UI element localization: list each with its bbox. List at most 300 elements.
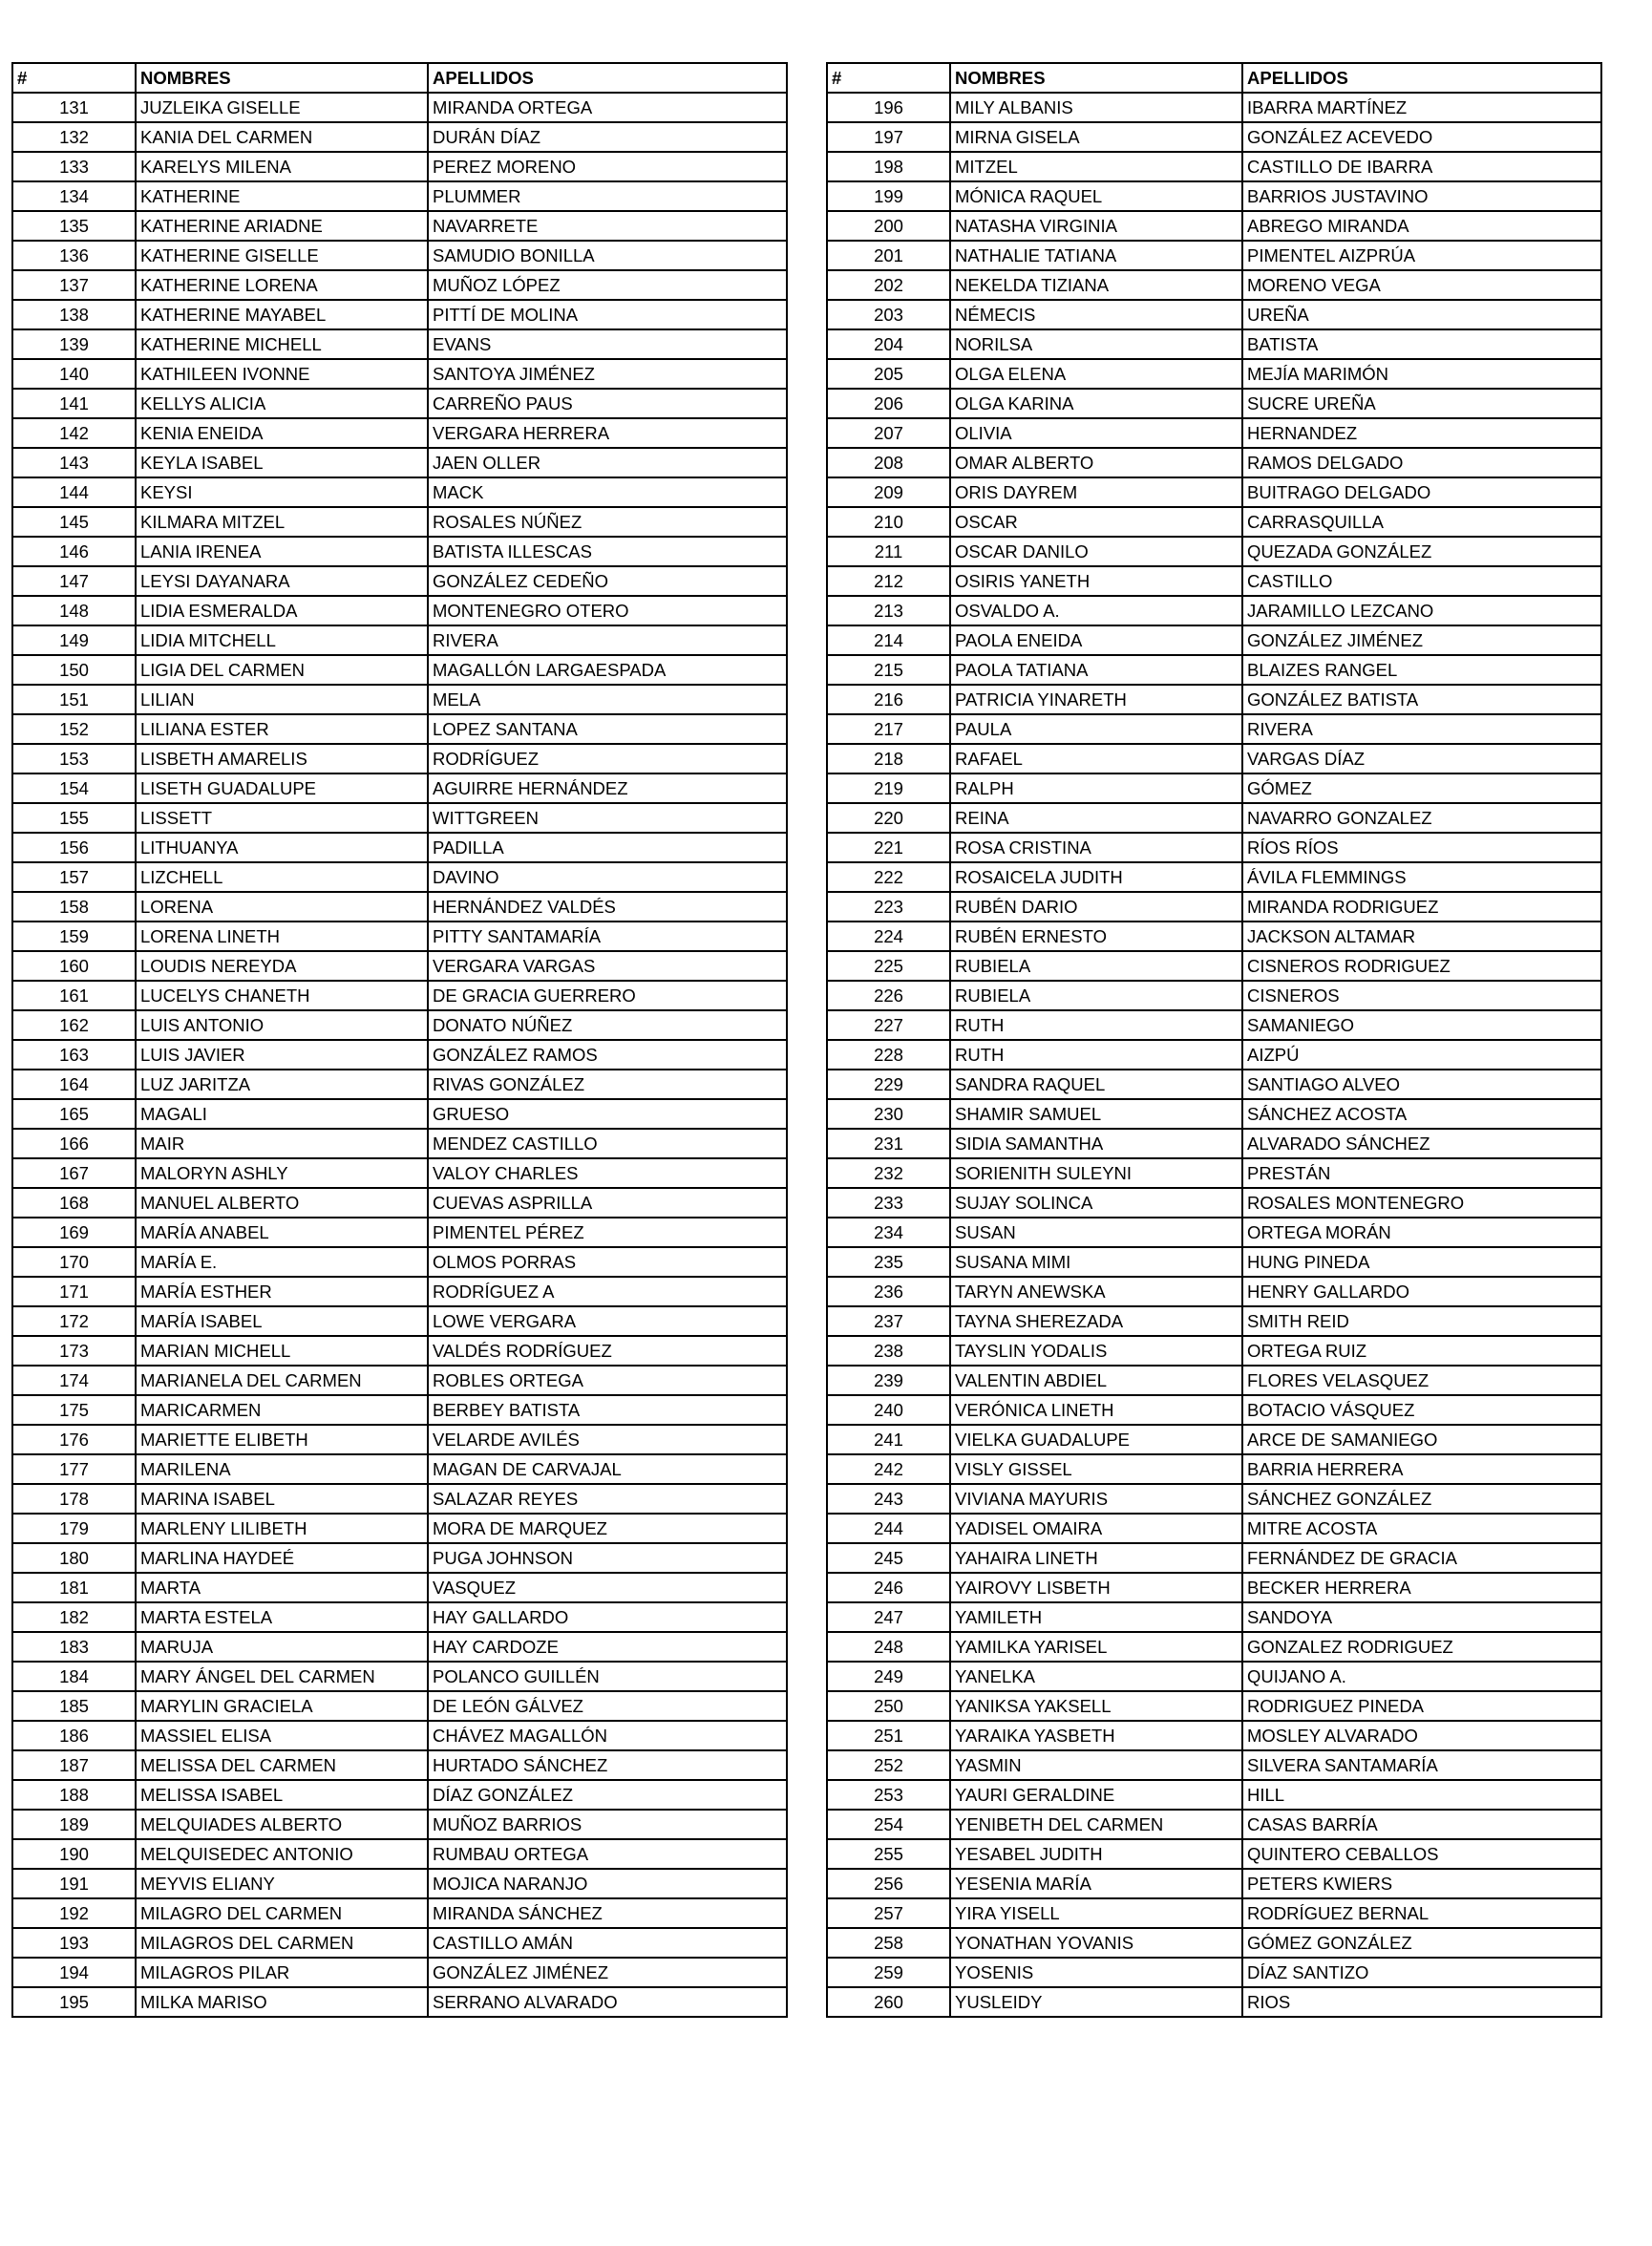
row-number: 165 [12, 1099, 136, 1129]
row-apellidos: HERNÁNDEZ VALDÉS [428, 892, 787, 922]
row-nombres: YAMILKA YARISEL [950, 1632, 1242, 1662]
row-number: 162 [12, 1010, 136, 1040]
table-header-row [827, 63, 1601, 93]
row-nombres: KATHERINE MICHELL [136, 329, 428, 359]
table-row [827, 477, 1601, 507]
row-apellidos: RIVERA [428, 625, 787, 655]
row-nombres: LISETH GUADALUPE [136, 773, 428, 803]
row-number: 151 [12, 685, 136, 714]
table-row [827, 566, 1601, 596]
table-row [12, 1662, 787, 1691]
row-number: 187 [12, 1750, 136, 1780]
row-apellidos: VASQUEZ [428, 1573, 787, 1602]
row-apellidos: NAVARRETE [428, 211, 787, 241]
row-apellidos: ORTEGA MORÁN [1242, 1218, 1601, 1247]
row-number: 150 [12, 655, 136, 685]
row-apellidos: CUEVAS ASPRILLA [428, 1188, 787, 1218]
row-number: 167 [12, 1158, 136, 1188]
row-nombres: MILY ALBANIS [950, 93, 1242, 122]
table-row [12, 566, 787, 596]
row-apellidos: MEJÍA MARIMÓN [1242, 359, 1601, 389]
row-number: 158 [12, 892, 136, 922]
table-row [827, 1247, 1601, 1277]
row-apellidos: MOSLEY ALVARADO [1242, 1721, 1601, 1750]
row-number: 226 [827, 981, 950, 1010]
row-nombres: NATHALIE TATIANA [950, 241, 1242, 270]
table-row [827, 773, 1601, 803]
table-row [827, 1810, 1601, 1839]
row-nombres: ROSA CRISTINA [950, 833, 1242, 862]
row-number: 176 [12, 1425, 136, 1454]
row-nombres: LIDIA ESMERALDA [136, 596, 428, 625]
table-row [12, 448, 787, 477]
table-row [827, 1750, 1601, 1780]
row-number: 244 [827, 1514, 950, 1543]
row-number: 159 [12, 922, 136, 951]
row-number: 251 [827, 1721, 950, 1750]
row-number: 146 [12, 537, 136, 566]
row-apellidos: QUEZADA GONZÁLEZ [1242, 537, 1601, 566]
table-row [827, 1336, 1601, 1366]
table-row [827, 1662, 1601, 1691]
row-apellidos: MUÑOZ LÓPEZ [428, 270, 787, 300]
row-nombres: RAFAEL [950, 744, 1242, 773]
row-nombres: YENIBETH DEL CARMEN [950, 1810, 1242, 1839]
row-number: 225 [827, 951, 950, 981]
row-apellidos: DÍAZ GONZÁLEZ [428, 1780, 787, 1810]
table-row [12, 922, 787, 951]
row-apellidos: ROSALES NÚÑEZ [428, 507, 787, 537]
row-nombres: MELQUISEDEC ANTONIO [136, 1839, 428, 1869]
row-apellidos: QUIJANO A. [1242, 1662, 1601, 1691]
row-nombres: MARÍA ANABEL [136, 1218, 428, 1247]
row-number: 219 [827, 773, 950, 803]
table-header-row [12, 63, 787, 93]
row-nombres: MARY ÁNGEL DEL CARMEN [136, 1662, 428, 1691]
row-number: 258 [827, 1928, 950, 1958]
row-nombres: MARINA ISABEL [136, 1484, 428, 1514]
table-row [827, 1277, 1601, 1306]
table-row [827, 1010, 1601, 1040]
table-row [827, 1839, 1601, 1869]
row-nombres: MANUEL ALBERTO [136, 1188, 428, 1218]
row-nombres: YAHAIRA LINETH [950, 1543, 1242, 1573]
row-nombres: YUSLEIDY [950, 1987, 1242, 2017]
row-number: 182 [12, 1602, 136, 1632]
table-row [12, 596, 787, 625]
row-number: 148 [12, 596, 136, 625]
table-row [827, 1070, 1601, 1099]
row-nombres: LISSETT [136, 803, 428, 833]
table-row [827, 1129, 1601, 1158]
table-row [827, 655, 1601, 685]
row-apellidos: HILL [1242, 1780, 1601, 1810]
table-row [12, 93, 787, 122]
row-nombres: YESABEL JUDITH [950, 1839, 1242, 1869]
row-number: 215 [827, 655, 950, 685]
row-nombres: OMAR ALBERTO [950, 448, 1242, 477]
row-nombres: LILIAN [136, 685, 428, 714]
row-nombres: MARTA [136, 1573, 428, 1602]
table-row [12, 685, 787, 714]
table-row [12, 270, 787, 300]
row-number: 171 [12, 1277, 136, 1306]
row-apellidos: RUMBAU ORTEGA [428, 1839, 787, 1869]
table-row [12, 833, 787, 862]
row-apellidos: PITTÍ DE MOLINA [428, 300, 787, 329]
row-nombres: MARÍA ESTHER [136, 1277, 428, 1306]
row-number: 194 [12, 1958, 136, 1987]
row-nombres: LOUDIS NEREYDA [136, 951, 428, 981]
row-number: 252 [827, 1750, 950, 1780]
table-row [12, 1484, 787, 1514]
row-apellidos: LOPEZ SANTANA [428, 714, 787, 744]
row-number: 257 [827, 1898, 950, 1928]
row-apellidos: BERBEY BATISTA [428, 1395, 787, 1425]
row-apellidos: SANDOYA [1242, 1602, 1601, 1632]
row-number: 254 [827, 1810, 950, 1839]
table-row [12, 1810, 787, 1839]
row-apellidos: ABREGO MIRANDA [1242, 211, 1601, 241]
table-row [827, 1099, 1601, 1129]
row-apellidos: GONZÁLEZ BATISTA [1242, 685, 1601, 714]
header-apellidos: APELLIDOS [1242, 63, 1601, 93]
table-row [827, 1306, 1601, 1336]
row-number: 249 [827, 1662, 950, 1691]
row-nombres: MAIR [136, 1129, 428, 1158]
row-number: 152 [12, 714, 136, 744]
row-apellidos: VERGARA VARGAS [428, 951, 787, 981]
table-row [12, 241, 787, 270]
row-nombres: MALORYN ASHLY [136, 1158, 428, 1188]
row-number: 221 [827, 833, 950, 862]
row-number: 248 [827, 1632, 950, 1662]
table-row [827, 152, 1601, 181]
table-row [12, 1129, 787, 1158]
row-number: 175 [12, 1395, 136, 1425]
table-row [12, 1218, 787, 1247]
table-row [827, 1218, 1601, 1247]
table-row [12, 1632, 787, 1662]
row-number: 216 [827, 685, 950, 714]
table-row [12, 625, 787, 655]
row-number: 156 [12, 833, 136, 862]
row-apellidos: BARRIOS JUSTAVINO [1242, 181, 1601, 211]
row-nombres: YIRA YISELL [950, 1898, 1242, 1928]
row-nombres: SORIENITH SULEYNI [950, 1158, 1242, 1188]
row-number: 198 [827, 152, 950, 181]
row-nombres: KENIA ENEIDA [136, 418, 428, 448]
table-row [12, 773, 787, 803]
row-nombres: SUSANA MIMI [950, 1247, 1242, 1277]
table-row [827, 922, 1601, 951]
row-number: 169 [12, 1218, 136, 1247]
table-row [827, 803, 1601, 833]
row-nombres: RUBÉN DARIO [950, 892, 1242, 922]
row-number: 157 [12, 862, 136, 892]
row-apellidos: MAGALLÓN LARGAESPADA [428, 655, 787, 685]
table-row [12, 1573, 787, 1602]
row-number: 161 [12, 981, 136, 1010]
table-row [12, 477, 787, 507]
table-row [12, 1277, 787, 1306]
row-nombres: OLGA ELENA [950, 359, 1242, 389]
names-table-right [826, 62, 1602, 2018]
row-apellidos: MAGAN DE CARVAJAL [428, 1454, 787, 1484]
row-apellidos: FERNÁNDEZ DE GRACIA [1242, 1543, 1601, 1573]
row-number: 227 [827, 1010, 950, 1040]
row-apellidos: CASAS BARRÍA [1242, 1810, 1601, 1839]
table-row [827, 537, 1601, 566]
table-row [827, 1780, 1601, 1810]
row-apellidos: HURTADO SÁNCHEZ [428, 1750, 787, 1780]
table-row [12, 1869, 787, 1898]
row-apellidos: BUITRAGO DELGADO [1242, 477, 1601, 507]
row-nombres: NÉMECIS [950, 300, 1242, 329]
row-apellidos: IBARRA MARTÍNEZ [1242, 93, 1601, 122]
table-row [827, 862, 1601, 892]
row-number: 137 [12, 270, 136, 300]
row-number: 149 [12, 625, 136, 655]
table-body-right [827, 93, 1601, 2017]
row-number: 190 [12, 1839, 136, 1869]
row-number: 197 [827, 122, 950, 152]
row-number: 204 [827, 329, 950, 359]
row-nombres: MARILENA [136, 1454, 428, 1484]
row-apellidos: GRUESO [428, 1099, 787, 1129]
row-apellidos: GONZÁLEZ JIMÉNEZ [1242, 625, 1601, 655]
row-apellidos: LOWE VERGARA [428, 1306, 787, 1336]
row-apellidos: CARREÑO PAUS [428, 389, 787, 418]
row-nombres: MITZEL [950, 152, 1242, 181]
row-apellidos: ORTEGA RUIZ [1242, 1336, 1601, 1366]
row-apellidos: RODRÍGUEZ [428, 744, 787, 773]
table-row [12, 418, 787, 448]
table-row [12, 152, 787, 181]
row-apellidos: PADILLA [428, 833, 787, 862]
row-apellidos: MIRANDA ORTEGA [428, 93, 787, 122]
row-apellidos: SUCRE UREÑA [1242, 389, 1601, 418]
row-number: 133 [12, 152, 136, 181]
row-apellidos: RODRIGUEZ PINEDA [1242, 1691, 1601, 1721]
row-apellidos: DURÁN DÍAZ [428, 122, 787, 152]
row-nombres: MIRNA GISELA [950, 122, 1242, 152]
row-number: 241 [827, 1425, 950, 1454]
row-nombres: RUTH [950, 1040, 1242, 1070]
row-number: 224 [827, 922, 950, 951]
row-number: 166 [12, 1129, 136, 1158]
table-row [827, 1573, 1601, 1602]
table-row [12, 1395, 787, 1425]
row-apellidos: MELA [428, 685, 787, 714]
row-nombres: VERÓNICA LINETH [950, 1395, 1242, 1425]
row-apellidos: RÍOS RÍOS [1242, 833, 1601, 862]
row-apellidos: CASTILLO [1242, 566, 1601, 596]
row-number: 139 [12, 329, 136, 359]
table-row [827, 241, 1601, 270]
table-row [12, 1366, 787, 1395]
row-number: 202 [827, 270, 950, 300]
row-nombres: KEYLA ISABEL [136, 448, 428, 477]
row-apellidos: HAY CARDOZE [428, 1632, 787, 1662]
row-number: 184 [12, 1662, 136, 1691]
row-apellidos: CASTILLO AMÁN [428, 1928, 787, 1958]
row-nombres: KATHERINE LORENA [136, 270, 428, 300]
row-nombres: LUCELYS CHANETH [136, 981, 428, 1010]
row-apellidos: CASTILLO DE IBARRA [1242, 152, 1601, 181]
row-nombres: LORENA [136, 892, 428, 922]
row-number: 135 [12, 211, 136, 241]
row-nombres: KATHERINE GISELLE [136, 241, 428, 270]
table-row [12, 892, 787, 922]
row-nombres: LIDIA MITCHELL [136, 625, 428, 655]
row-nombres: RUBIELA [950, 981, 1242, 1010]
row-nombres: SIDIA SAMANTHA [950, 1129, 1242, 1158]
row-apellidos: BARRIA HERRERA [1242, 1454, 1601, 1484]
row-number: 234 [827, 1218, 950, 1247]
row-number: 170 [12, 1247, 136, 1277]
table-row [827, 1928, 1601, 1958]
row-nombres: MARIETTE ELIBETH [136, 1425, 428, 1454]
row-apellidos: MORENO VEGA [1242, 270, 1601, 300]
row-apellidos: POLANCO GUILLÉN [428, 1662, 787, 1691]
row-apellidos: ROSALES MONTENEGRO [1242, 1188, 1601, 1218]
row-number: 260 [827, 1987, 950, 2017]
row-nombres: LIZCHELL [136, 862, 428, 892]
row-number: 220 [827, 803, 950, 833]
row-number: 228 [827, 1040, 950, 1070]
row-nombres: RALPH [950, 773, 1242, 803]
row-number: 212 [827, 566, 950, 596]
row-apellidos: PRESTÁN [1242, 1158, 1601, 1188]
row-nombres: RUTH [950, 1010, 1242, 1040]
row-apellidos: GONZÁLEZ ACEVEDO [1242, 122, 1601, 152]
row-nombres: PAOLA ENEIDA [950, 625, 1242, 655]
row-number: 143 [12, 448, 136, 477]
row-nombres: KELLYS ALICIA [136, 389, 428, 418]
table-row [12, 1247, 787, 1277]
row-apellidos: PIMENTEL PÉREZ [428, 1218, 787, 1247]
row-number: 177 [12, 1454, 136, 1484]
row-nombres: YONATHAN YOVANIS [950, 1928, 1242, 1958]
row-nombres: OSCAR DANILO [950, 537, 1242, 566]
row-nombres: KATHERINE ARIADNE [136, 211, 428, 241]
table-row [827, 359, 1601, 389]
row-apellidos: ALVARADO SÁNCHEZ [1242, 1129, 1601, 1158]
header-apellidos: APELLIDOS [428, 63, 787, 93]
row-number: 173 [12, 1336, 136, 1366]
row-apellidos: VALOY CHARLES [428, 1158, 787, 1188]
row-apellidos: DAVINO [428, 862, 787, 892]
row-nombres: YOSENIS [950, 1958, 1242, 1987]
table-row [827, 744, 1601, 773]
table-row [827, 270, 1601, 300]
row-apellidos: RIOS [1242, 1987, 1601, 2017]
row-number: 144 [12, 477, 136, 507]
row-number: 134 [12, 181, 136, 211]
row-apellidos: BECKER HERRERA [1242, 1573, 1601, 1602]
row-number: 206 [827, 389, 950, 418]
row-nombres: YANELKA [950, 1662, 1242, 1691]
row-apellidos: GONZÁLEZ CEDEÑO [428, 566, 787, 596]
row-nombres: MARÍA E. [136, 1247, 428, 1277]
row-apellidos: VALDÉS RODRÍGUEZ [428, 1336, 787, 1366]
row-nombres: YARAIKA YASBETH [950, 1721, 1242, 1750]
table-row [12, 359, 787, 389]
row-apellidos: GÓMEZ GONZÁLEZ [1242, 1928, 1601, 1958]
row-number: 208 [827, 448, 950, 477]
row-apellidos: SMITH REID [1242, 1306, 1601, 1336]
row-apellidos: ÁVILA FLEMMINGS [1242, 862, 1601, 892]
table-row [12, 1721, 787, 1750]
row-nombres: PAULA [950, 714, 1242, 744]
table-row [827, 1543, 1601, 1573]
row-apellidos: QUINTERO CEBALLOS [1242, 1839, 1601, 1869]
table-body-left [12, 93, 787, 2017]
row-number: 168 [12, 1188, 136, 1218]
table-row [12, 1898, 787, 1928]
row-apellidos: GONZALEZ RODRIGUEZ [1242, 1632, 1601, 1662]
row-nombres: NATASHA VIRGINIA [950, 211, 1242, 241]
row-number: 199 [827, 181, 950, 211]
row-number: 207 [827, 418, 950, 448]
table-row [12, 744, 787, 773]
row-apellidos: RIVERA [1242, 714, 1601, 744]
row-apellidos: PEREZ MORENO [428, 152, 787, 181]
table-row [12, 1602, 787, 1632]
row-number: 232 [827, 1158, 950, 1188]
row-number: 136 [12, 241, 136, 270]
table-row [12, 1780, 787, 1810]
table-row [12, 1306, 787, 1336]
table-row [827, 211, 1601, 241]
row-nombres: MILAGROS DEL CARMEN [136, 1928, 428, 1958]
row-nombres: KARELYS MILENA [136, 152, 428, 181]
row-number: 140 [12, 359, 136, 389]
table-row [12, 1336, 787, 1366]
table-row [827, 981, 1601, 1010]
row-apellidos: CHÁVEZ MAGALLÓN [428, 1721, 787, 1750]
row-nombres: MILAGROS PILAR [136, 1958, 428, 1987]
row-number: 222 [827, 862, 950, 892]
row-nombres: YANIKSA YAKSELL [950, 1691, 1242, 1721]
row-apellidos: RAMOS DELGADO [1242, 448, 1601, 477]
table-row [827, 181, 1601, 211]
row-number: 154 [12, 773, 136, 803]
row-nombres: MARÍA ISABEL [136, 1306, 428, 1336]
row-nombres: VISLY GISSEL [950, 1454, 1242, 1484]
row-number: 163 [12, 1040, 136, 1070]
row-nombres: LUIS JAVIER [136, 1040, 428, 1070]
table-row [827, 1366, 1601, 1395]
table-row [827, 685, 1601, 714]
table-row [12, 1543, 787, 1573]
row-number: 236 [827, 1277, 950, 1306]
row-apellidos: CARRASQUILLA [1242, 507, 1601, 537]
row-number: 247 [827, 1602, 950, 1632]
row-apellidos: ROBLES ORTEGA [428, 1366, 787, 1395]
row-apellidos: VELARDE AVILÉS [428, 1425, 787, 1454]
row-nombres: MELISSA DEL CARMEN [136, 1750, 428, 1780]
row-apellidos: VARGAS DÍAZ [1242, 744, 1601, 773]
row-nombres: VIVIANA MAYURIS [950, 1484, 1242, 1514]
row-apellidos: MOJICA NARANJO [428, 1869, 787, 1898]
row-nombres: OSVALDO A. [950, 596, 1242, 625]
table-row [827, 1514, 1601, 1543]
table-row [12, 1425, 787, 1454]
row-number: 142 [12, 418, 136, 448]
row-nombres: MILAGRO DEL CARMEN [136, 1898, 428, 1928]
